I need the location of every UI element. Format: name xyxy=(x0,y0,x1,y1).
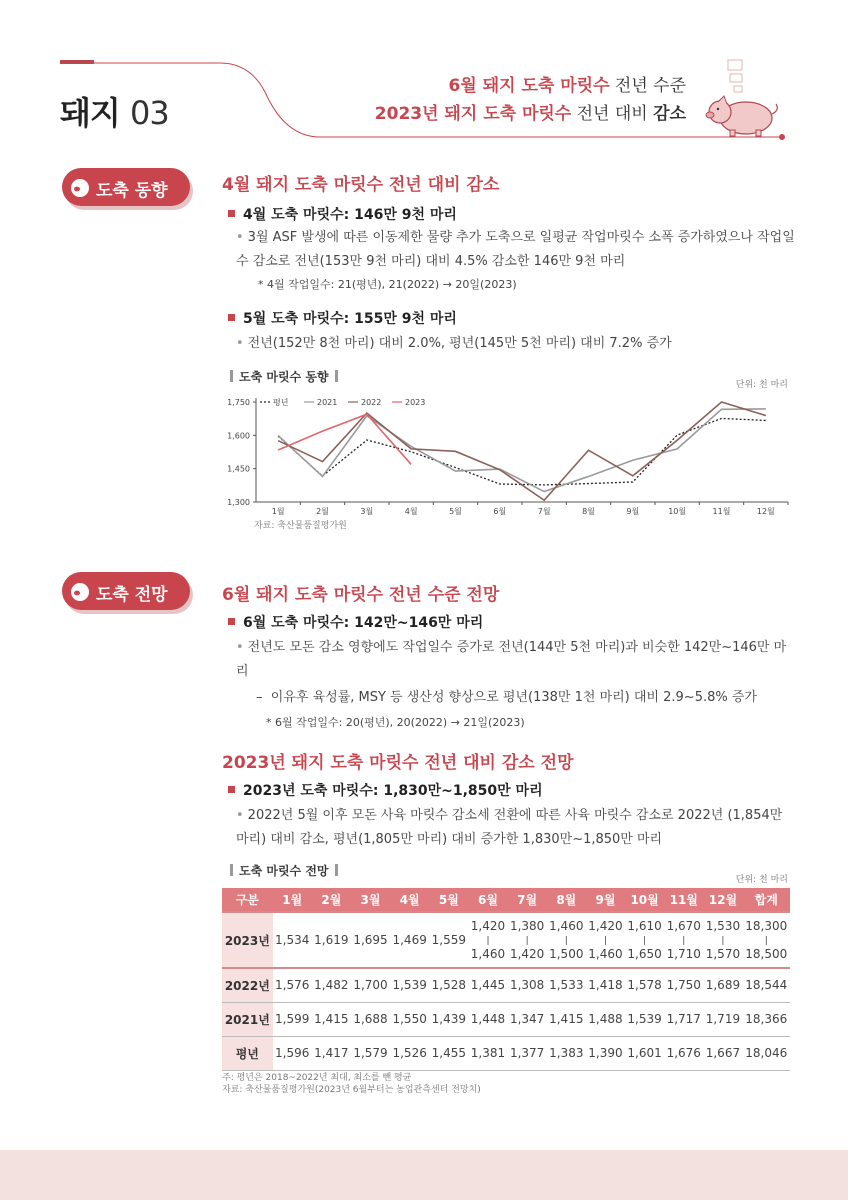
table-cell: 1,377 xyxy=(508,1036,547,1070)
section-tag-outlook: 도축 전망 xyxy=(62,572,192,616)
table-row xyxy=(222,968,790,1002)
section1-item1-head: 4월 도축 마릿수: 146만 9천 마리 xyxy=(228,204,457,224)
section1-item2-head: 5월 도축 마릿수: 155만 9천 마리 xyxy=(228,308,457,328)
pig-head-icon xyxy=(68,580,92,602)
table-cell: 1,448 xyxy=(468,1002,507,1036)
table-cell: 1,599 xyxy=(273,1002,312,1036)
table-cell: 1,534 xyxy=(273,912,312,968)
table-cell: 1,601 xyxy=(625,1036,664,1070)
table-cell: 1,308 xyxy=(508,968,547,1002)
table-source: 자료: 축산물품질평가원(2023년 6월부터는 농업관측센터 전망치) xyxy=(222,1085,481,1095)
page-footer-band xyxy=(0,1150,848,1200)
section-tag-trend: 도축 동향 xyxy=(62,168,192,212)
table-cell: 1,596 xyxy=(273,1036,312,1070)
table-title: 도축 마릿수 전망 xyxy=(224,862,344,879)
y-tick-label: 1,600 xyxy=(227,431,250,441)
table-cell: 18,366 xyxy=(743,1002,791,1036)
table-header-cell: 합계 xyxy=(743,888,791,912)
table-cell: 1,559 xyxy=(429,912,468,968)
table-header-cell: 7월 xyxy=(508,888,547,912)
table-cell: 1,445 xyxy=(468,968,507,1002)
page-number: 03 xyxy=(129,94,169,132)
x-tick-label: 12월 xyxy=(756,507,775,516)
x-tick-label: 10월 xyxy=(668,507,687,516)
x-tick-label: 5월 xyxy=(449,507,462,516)
table-cell: 1,578 xyxy=(625,968,664,1002)
table-cell: 1,415 xyxy=(547,1002,586,1036)
table-header-cell: 2월 xyxy=(312,888,351,912)
series-line-2023 xyxy=(278,414,411,464)
table-unit: 단위: 천 마리 xyxy=(735,875,788,885)
chart-source: 자료: 축산물품질평가원 xyxy=(254,521,347,531)
table-cell: 1,347 xyxy=(508,1002,547,1036)
table-row-label: 2021년 xyxy=(222,1002,273,1036)
table-cell: 1,482 xyxy=(312,968,351,1002)
section1-item2-text: • 전년(152만 8천 마리) 대비 2.0%, 평년(145만 5천 마리) 대비 7.2% 증가 xyxy=(236,336,672,351)
x-tick-label: 4월 xyxy=(404,507,418,516)
series-line-2021 xyxy=(278,409,766,492)
section1-item1-note: * 4월 작업일수: 21(평년), 21(2022) → 20일(2023) xyxy=(258,278,517,291)
pig-head-icon xyxy=(68,176,92,198)
y-tick-label: 1,450 xyxy=(227,464,250,474)
table-header-cell: 6월 xyxy=(468,888,507,912)
table-cell: 18,300 | 18,500 xyxy=(743,912,791,968)
x-tick-label: 9월 xyxy=(626,507,640,516)
table-cell: 1,390 xyxy=(586,1036,625,1070)
chart-unit: 단위: 천 마리 xyxy=(735,380,788,390)
table-cell: 1,420 | 1,460 xyxy=(468,912,507,968)
x-tick-label: 7월 xyxy=(537,507,551,516)
table-cell: 1,381 xyxy=(468,1036,507,1070)
table-row xyxy=(222,1002,790,1036)
series-line-평년 xyxy=(278,418,766,484)
table-cell: 1,530 | 1,570 xyxy=(703,912,742,968)
table-row-label: 2022년 xyxy=(222,968,273,1002)
y-tick-label: 1,300 xyxy=(227,498,250,507)
section1-item1-text: • 3월 ASF 발생에 따른 이동제한 물량 추가 도축으로 일평균 작업마릿수 소폭 증가하였으나 작업일수 감소로 전년(153만 9천 마리) 대비 4.5% 감소한 146만 9천 마리 xyxy=(236,230,795,269)
table-cell: 1,695 xyxy=(351,912,390,968)
chart-title: 도축 마릿수 동향 xyxy=(224,368,344,385)
x-tick-label: 8월 xyxy=(582,507,595,516)
table-cell: 1,380 | 1,420 xyxy=(508,912,547,968)
table-cell: 1,455 xyxy=(429,1036,468,1070)
table-cell: 1,670 | 1,710 xyxy=(664,912,703,968)
table-cell: 1,488 xyxy=(586,1002,625,1036)
section2-title2: 2023년 돼지 도축 마릿수 전년 대비 감소 전망 xyxy=(222,753,574,773)
table-header-cell: 11월 xyxy=(664,888,703,912)
section2-item1-head: 6월 도축 마릿수: 142만~146만 마리 xyxy=(228,612,483,632)
table-header-cell: 3월 xyxy=(351,888,390,912)
headline: 6월 돼지 도축 마릿수 전년 수준 2023년 돼지 도축 마릿수 전년 대비 감소 xyxy=(374,76,686,124)
table-row xyxy=(222,912,790,968)
table-cell: 18,046 xyxy=(743,1036,791,1070)
table-row xyxy=(222,1036,790,1070)
series-line-2022 xyxy=(278,402,766,500)
section2-item1-text: • 전년도 모돈 감소 영향에도 작업일수 증가로 전년(144만 5천 마리)과 비슷한 142만~146만 마리 xyxy=(236,640,787,679)
table-header-cell: 4월 xyxy=(390,888,429,912)
section2-item2-text: • 2022년 5월 이후 모돈 사육 마릿수 감소세 전환에 따른 사육 마릿수 감소로 2022년 (1,854만 마리) 대비 감소, 평년(1,805만 마리) 대비 증가한 1,830만~1,850만 마리 xyxy=(236,808,783,847)
table-cell: 1,619 xyxy=(312,912,351,968)
table-cell: 1,418 xyxy=(586,968,625,1002)
table-cell: 1,460 | 1,500 xyxy=(547,912,586,968)
section1-title: 4월 돼지 도축 마릿수 전년 대비 감소 xyxy=(222,175,500,195)
legend-label: 2023 xyxy=(405,398,426,407)
table-cell: 1,420 | 1,460 xyxy=(586,912,625,968)
page-title: 돼지 03 xyxy=(60,94,169,132)
table-cell: 1,383 xyxy=(547,1036,586,1070)
table-cell: 1,417 xyxy=(312,1036,351,1070)
x-tick-label: 11월 xyxy=(712,507,731,516)
legend-label: 2021 xyxy=(317,398,338,407)
section2-item1-sub: – 이유후 육성률, MSY 등 생산성 향상으로 평년(138만 1천 마리) 대비 2.9~5.8% 증가 xyxy=(256,690,757,705)
x-tick-label: 2월 xyxy=(316,507,329,516)
section2-item2-head: 2023년 도축 마릿수: 1,830만~1,850만 마리 xyxy=(228,780,543,800)
table-note: 주: 평년은 2018~2022년 최대, 최소를 뺀 평균 xyxy=(222,1073,412,1083)
table-cell: 1,688 xyxy=(351,1002,390,1036)
section2-item1-note: * 6월 작업일수: 20(평년), 20(2022) → 21일(2023) xyxy=(266,716,525,729)
table-cell: 1,539 xyxy=(390,968,429,1002)
table-cell: 1,750 xyxy=(664,968,703,1002)
section2-title: 6월 돼지 도축 마릿수 전년 수준 전망 xyxy=(222,585,500,605)
x-tick-label: 1월 xyxy=(271,507,285,516)
table-header-row xyxy=(222,888,790,912)
table-header-cell: 9월 xyxy=(586,888,625,912)
x-tick-label: 3월 xyxy=(360,507,374,516)
table-cell: 1,469 xyxy=(390,912,429,968)
table-cell: 1,528 xyxy=(429,968,468,1002)
table-cell: 1,700 xyxy=(351,968,390,1002)
slaughter-forecast-table xyxy=(222,888,790,1071)
table-cell: 1,717 xyxy=(664,1002,703,1036)
table-cell: 1,576 xyxy=(273,968,312,1002)
table-cell: 1,539 xyxy=(625,1002,664,1036)
table-cell: 1,415 xyxy=(312,1002,351,1036)
table-cell: 1,689 xyxy=(703,968,742,1002)
table-cell: 1,533 xyxy=(547,968,586,1002)
table-cell: 1,667 xyxy=(703,1036,742,1070)
table-header-cell: 10월 xyxy=(625,888,664,912)
x-tick-label: 6월 xyxy=(493,507,507,516)
table-cell: 1,550 xyxy=(390,1002,429,1036)
table-header-cell: 구분 xyxy=(222,888,273,912)
table-cell: 1,439 xyxy=(429,1002,468,1036)
table-header-cell: 5월 xyxy=(429,888,468,912)
table-row-label: 2023년 xyxy=(222,912,273,968)
y-tick-label: 1,750 xyxy=(227,398,250,407)
slaughter-trend-chart xyxy=(220,390,800,530)
table-header-cell: 12월 xyxy=(703,888,742,912)
table-cell: 1,526 xyxy=(390,1036,429,1070)
legend-label: 평년 xyxy=(273,398,289,407)
pig-illustration xyxy=(700,58,790,138)
table-row-label: 평년 xyxy=(222,1036,273,1070)
table-cell: 1,610 | 1,650 xyxy=(625,912,664,968)
legend-label: 2022 xyxy=(361,398,382,407)
table-header-cell: 8월 xyxy=(547,888,586,912)
table-cell: 1,719 xyxy=(703,1002,742,1036)
table-cell: 18,544 xyxy=(743,968,791,1002)
table-cell: 1,579 xyxy=(351,1036,390,1070)
table-header-cell: 1월 xyxy=(273,888,312,912)
table-cell: 1,676 xyxy=(664,1036,703,1070)
